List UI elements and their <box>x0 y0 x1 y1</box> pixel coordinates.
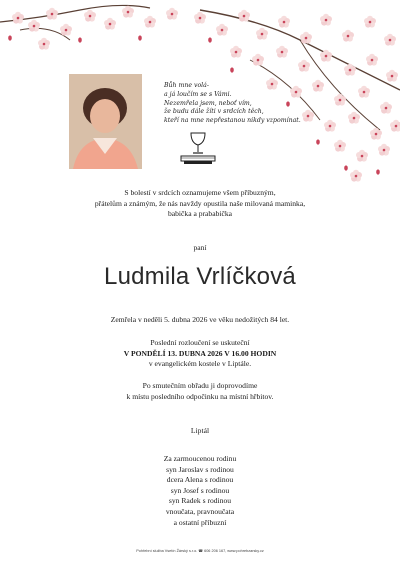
mourner-line: syn Jaroslav s rodinou <box>166 464 234 474</box>
burial-line: k místu posledního odpočinku na místní hřbitov. <box>126 391 274 401</box>
mourner-line: a ostatní příbuzní <box>173 517 227 527</box>
mourner-line: Za zarmoucenou rodinu <box>163 454 237 463</box>
mourner-line: syn Josef s rodinou <box>170 485 230 495</box>
footer: Pohřební služba Vsetín Žárský s.r.o. ☎ 606 206 167, www.pohrebzarsky.cz <box>136 549 264 553</box>
farewell-line: Poslední rozloučení se uskuteční <box>150 338 250 347</box>
death-notice: Zemřela v neděli 5. dubna 2026 ve věku nedožitých 84 let. <box>110 315 290 324</box>
announcement-line: S bolestí v srdcích oznamujeme všem příbuzným, <box>124 188 276 197</box>
farewell-info <box>0 338 400 370</box>
burial-line: Po smutečním obřadu ji doprovodíme <box>142 381 258 390</box>
announcement <box>0 188 400 220</box>
place: Liptál <box>190 426 210 435</box>
mourners <box>0 454 400 528</box>
burial-info <box>0 381 400 402</box>
poem-line: Bůh mne volá- <box>164 82 209 89</box>
mourner-line: syn Radek s rodinou <box>168 496 232 506</box>
poem-line: a já loučím se s Vámi. <box>164 90 232 98</box>
farewell-location: v evangelickém kostele v Liptále. <box>148 359 252 369</box>
deceased-name: Ludmila Vrlíčková <box>104 263 296 290</box>
mourner-line: dcera Alena s rodinou <box>166 475 234 485</box>
farewell-datetime: V PONDĚLÍ 13. DUBNA 2026 V 16.00 HODIN <box>123 348 277 358</box>
announcement-line: přátelům a známým, že nás navždy opustila naše milovaná maminka, <box>94 198 306 208</box>
portrait-photo <box>69 74 142 169</box>
poem <box>164 82 314 126</box>
announcement-line: babička a prababička <box>167 209 233 219</box>
poem-line: Nezemřela jsem, neboť vím, <box>164 99 252 107</box>
poem-line: kteří na mne nepřestanou nikdy vzpomínat. <box>164 117 301 125</box>
poem-line: že budu dále žíti v srdcích těch, <box>164 108 264 116</box>
mourner-line: vnoučata, pravnoučata <box>165 506 235 516</box>
honorific: paní <box>193 243 207 252</box>
chalice-bible-icon <box>178 130 218 170</box>
